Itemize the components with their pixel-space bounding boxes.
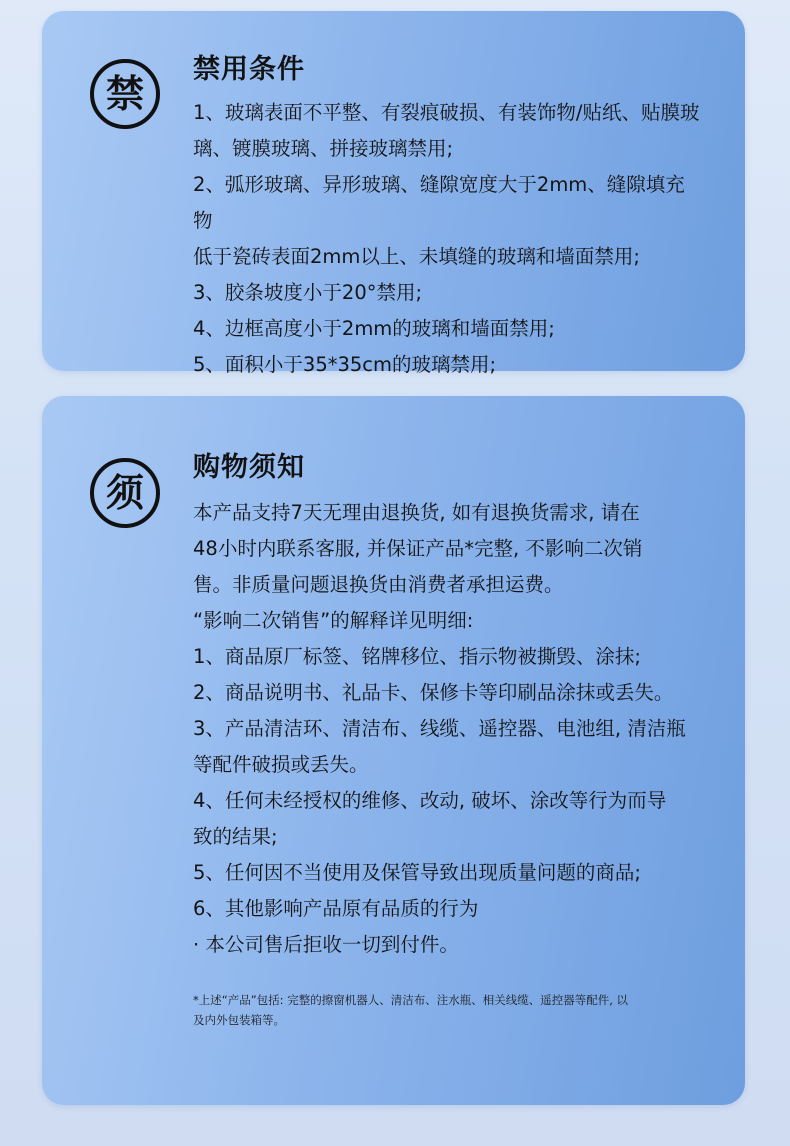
ban-conditions-text — [193, 95, 703, 383]
product-footnote — [193, 990, 703, 1030]
ban-badge-icon: 禁 — [90, 59, 160, 129]
notice-line: 等配件破损或丢失。 — [193, 753, 369, 776]
notice-line: 6、其他影响产品原有品质的行为 — [193, 897, 479, 920]
notice-line: 2、商品说明书、礼品卡、保修卡等印刷品涂抹或丢失。 — [193, 681, 674, 704]
notice-line: 4、任何未经授权的维修、改动, 破坏、涂改等行为而导 — [193, 789, 667, 812]
footnote-line: 及内外包装箱等。 — [193, 1013, 285, 1027]
ban-conditions-card — [42, 11, 745, 376]
notice-line: 致的结果; — [193, 825, 278, 848]
shopping-notice-text — [193, 495, 703, 963]
notice-line: 售。非质量问题退换货由消费者承担运费。 — [193, 573, 564, 596]
notice-line: 3、产品清洁环、清洁布、线缆、遥控器、电池组, 清洁瓶 — [193, 717, 686, 740]
notice-line: · 本公司售后拒收一切到付件。 — [193, 933, 459, 956]
notice-line: 5、任何因不当使用及保管导致出现质量问题的商品; — [193, 861, 641, 884]
ban-section-title: 禁用条件 — [193, 54, 305, 85]
notice-line: 48小时内联系客服, 并保证产品*完整, 不影响二次销 — [193, 537, 643, 560]
footnote-line: *上述“产品”包括: 完整的擦窗机器人、清洁布、注水瓶、相关线缆、遥控器等配件, 以 — [193, 993, 629, 1007]
ban-line: 1、玻璃表面不平整、有裂痕破损、有装饰物/贴纸、贴膜玻 — [193, 101, 700, 124]
ban-line: 2、弧形玻璃、异形玻璃、缝隙宽度大于2mm、缝隙填充物 — [193, 173, 685, 232]
notice-line: “影响二次销售”的解释详见明细: — [193, 609, 474, 632]
ban-line: 4、边框高度小于2mm的玻璃和墙面禁用; — [193, 317, 555, 340]
ban-line: 5、面积小于35*35cm的玻璃禁用; — [193, 353, 497, 376]
notice-section-title: 购物须知 — [193, 452, 305, 483]
ban-line: 3、胶条坡度小于20°禁用; — [193, 281, 423, 304]
shopping-notice-card — [42, 396, 745, 1105]
notice-line: 1、商品原厂标签、铭牌移位、指示物被撕毁、涂抹; — [193, 645, 641, 668]
ban-line: 璃、镀膜玻璃、拼接玻璃禁用; — [193, 137, 454, 160]
notice-line: 本产品支持7天无理由退换货, 如有退换货需求, 请在 — [193, 501, 640, 524]
notice-badge-icon: 须 — [90, 458, 160, 528]
ban-line: 低于瓷砖表面2mm以上、未填缝的玻璃和墙面禁用; — [193, 245, 640, 268]
